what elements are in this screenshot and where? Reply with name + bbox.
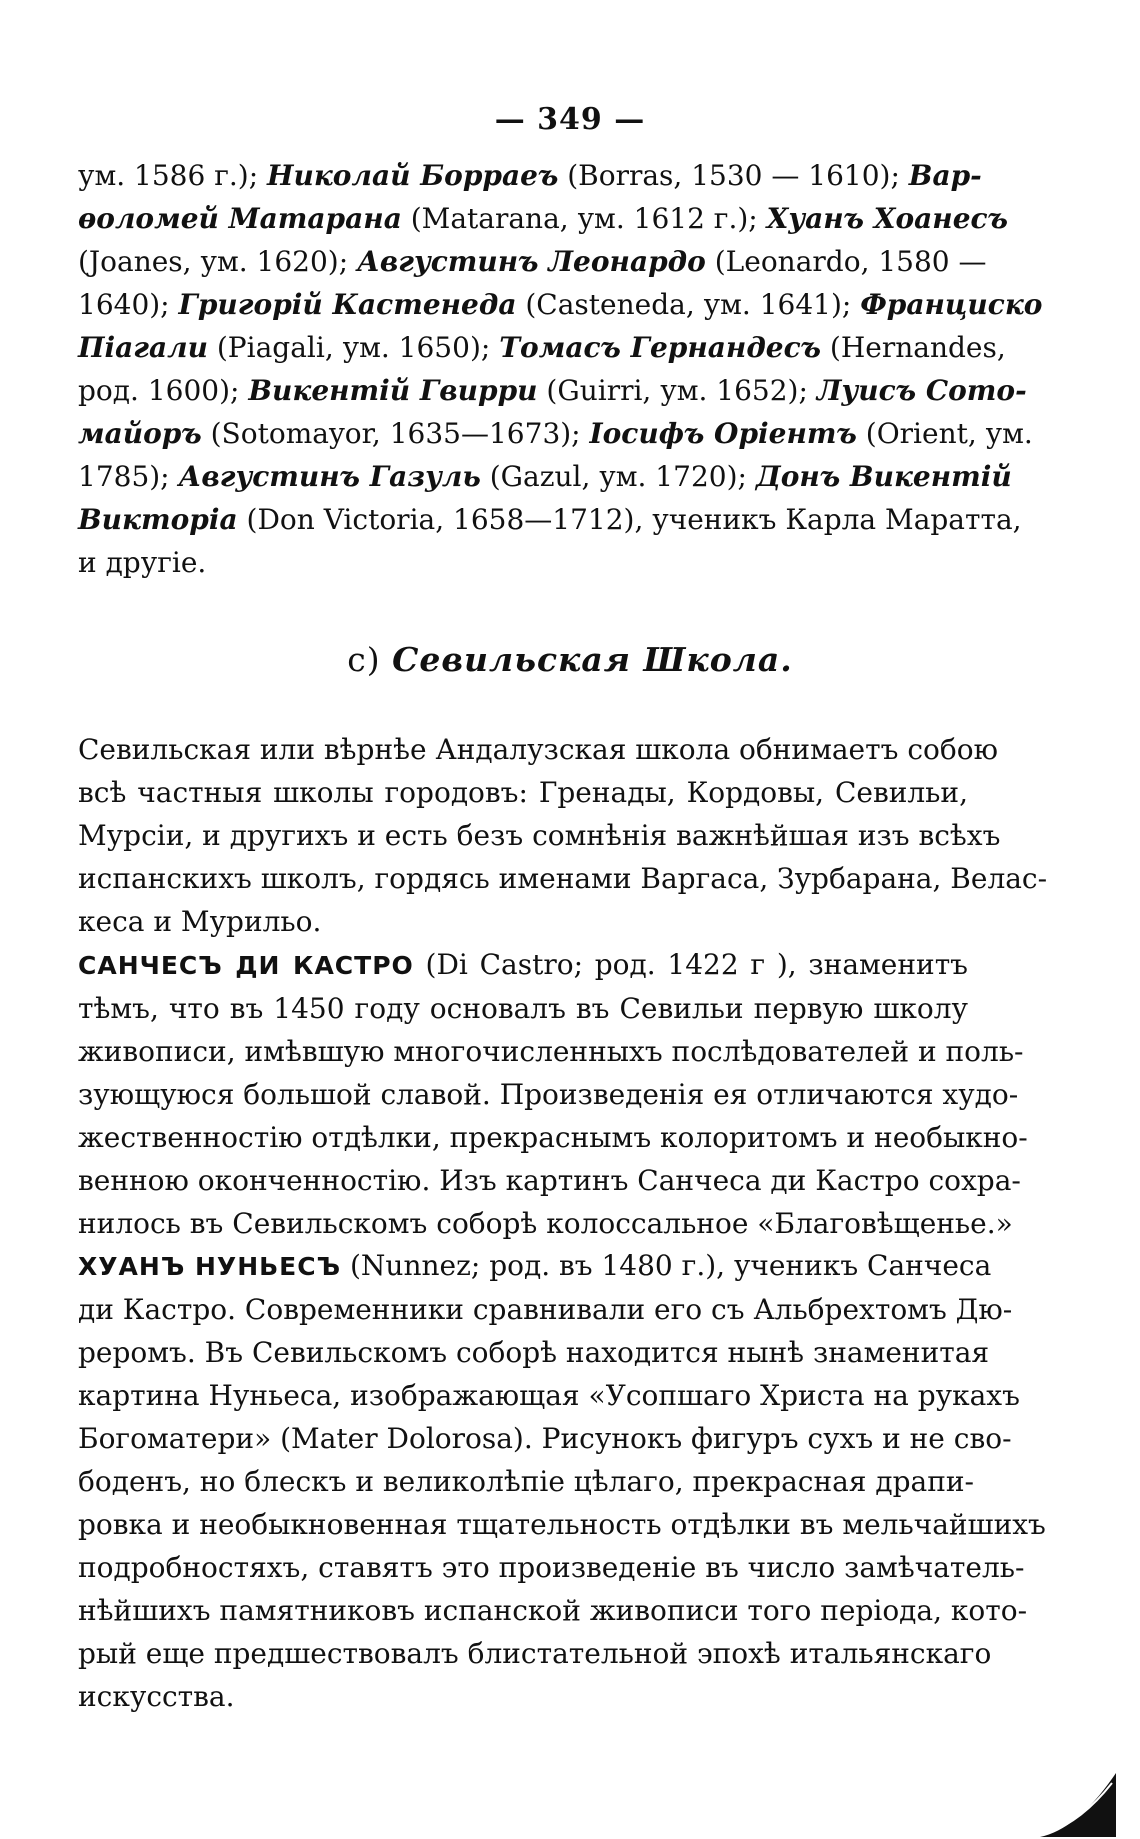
painter-name: Томасъ Гернандесъ	[499, 331, 822, 364]
text-line: испанскихъ школъ, гордясь именами Варгаса, Зурбарана, Велас-	[78, 862, 1048, 895]
painter-name: Августинъ Леонардо	[357, 245, 706, 278]
text-line: род. 1600); Викентій Гвирри (Guirri, ум. 1652); Луисъ Сото-	[78, 374, 1027, 407]
painter-name: Вар-	[908, 159, 982, 192]
painter-name: Франциско	[860, 288, 1043, 321]
text-line: 1785); Августинъ Газуль (Gazul, ум. 1720); Донъ Викентій	[78, 460, 1012, 493]
text-line: Севильская или вѣрнѣе Андалузская школа обнимаетъ собою	[78, 733, 998, 766]
section-letter: c)	[347, 640, 381, 679]
painter-name: Піагали	[78, 331, 208, 364]
text-line: Викторіа (Don Victoria, 1658—1712), ученикъ Карла Маратта,	[78, 503, 1022, 536]
text-line: ди Кастро. Современники сравнивали его съ Альбрехтомъ Дю-	[78, 1293, 1013, 1326]
text-line: ровка и необыкновенная тщательность отдѣлки въ мельчайшихъ	[78, 1508, 1046, 1541]
text-line: нѣйшихъ памятниковъ испанской живописи того періода, кото-	[78, 1594, 1028, 1627]
text-line: венною оконченностію. Изъ картинъ Санчеса ди Кастро сохра-	[78, 1164, 1021, 1197]
painter-name: Григорій Кастенеда	[178, 288, 517, 321]
text-line: 1640); Григорій Кастенеда (Casteneda, ум. 1641); Франциско	[78, 288, 1043, 321]
section-heading	[0, 640, 1140, 679]
page-number: — 349 —	[494, 102, 646, 137]
text-line: реромъ. Въ Севильскомъ соборѣ находится нынѣ знаменитая	[78, 1336, 990, 1369]
painter-name: майоръ	[78, 417, 202, 450]
text-line: САНЧЕСЪ ДИ КАСТРО (Di Castro; род. 1422 г ), знаменитъ	[78, 948, 968, 981]
text-line: зующуюся большой славой. Произведенія ея отличаются худо-	[78, 1078, 1019, 1111]
text-line: тѣмъ, что въ 1450 году основалъ въ Севильи первую школу	[78, 992, 968, 1025]
text-line: ѳоломей Матарана (Matarana, ум. 1612 г.); Хуанъ Хоанесъ	[78, 202, 1008, 235]
school-intro-paragraph	[78, 728, 1048, 943]
painter-name: Іосифъ Оріентъ	[589, 417, 857, 450]
text-line: Піагали (Piagali, ум. 1650); Томасъ Гернандесъ (Hernandes,	[78, 331, 1006, 364]
text-line: кеса и Мурильо.	[78, 905, 322, 938]
section-title: Севильская Школа.	[392, 640, 793, 679]
painter-name-caps: ХУАНЪ НУНЬЕСЪ	[78, 1252, 342, 1281]
text-line: (Joanes, ум. 1620); Августинъ Леонардо (Leonardo, 1580 —	[78, 245, 987, 278]
text-line: и другіе.	[78, 546, 207, 579]
painter-name: Викентій Гвирри	[248, 374, 538, 407]
text-line: нилось въ Севильскомъ соборѣ колоссальное «Благовѣщенье.»	[78, 1207, 1013, 1240]
painters-list-paragraph	[78, 154, 1043, 584]
painter-name: Луисъ Сото-	[816, 374, 1027, 407]
text-line: картина Нуньеса, изображающая «Усопшаго Христа на рукахъ	[78, 1379, 1020, 1412]
text-line: Богоматери» (Mater Dolorosa). Рисунокъ фигуръ сухъ и не сво-	[78, 1422, 1012, 1455]
sanchez-paragraph	[78, 943, 1028, 1245]
text-line: всѣ частныя школы городовъ: Гренады, Кордовы, Севильи,	[78, 776, 968, 809]
text-line: боденъ, но блескъ и великолѣпіе цѣлаго, прекрасная драпи-	[78, 1465, 975, 1498]
text-line: майоръ (Sotomayor, 1635—1673); Іосифъ Оріентъ (Orient, ум.	[78, 417, 1033, 450]
page-curl-icon	[1038, 1769, 1118, 1839]
painter-name: ѳоломей Матарана	[78, 202, 402, 235]
painter-name: Августинъ Газуль	[178, 460, 481, 493]
painter-name: Николай Борраеъ	[267, 159, 559, 192]
painter-name-caps: САНЧЕСЪ ДИ КАСТРО	[78, 951, 414, 980]
painter-name: Викторіа	[78, 503, 238, 536]
text-line: подробностяхъ, ставятъ это произведеніе въ число замѣчатель-	[78, 1551, 1025, 1584]
nunez-paragraph	[78, 1244, 1046, 1718]
text-line: Мурсіи, и другихъ и есть безъ сомнѣнія важнѣйшая изъ всѣхъ	[78, 819, 1001, 852]
text-line: искусства.	[78, 1680, 235, 1713]
painter-name: Хуанъ Хоанесъ	[766, 202, 1008, 235]
text-line: живописи, имѣвшую многочисленныхъ послѣдователей и поль-	[78, 1035, 1024, 1068]
text-line: жественностію отдѣлки, прекраснымъ колоритомъ и необыкно-	[78, 1121, 1028, 1154]
painter-name: Донъ Викентій	[755, 460, 1012, 493]
text-line: ХУАНЪ НУНЬЕСЪ (Nunnez; род. въ 1480 г.), ученикъ Санчеса	[78, 1249, 992, 1282]
text-line: рый еще предшествовалъ блистательной эпохѣ итальянскаго	[78, 1637, 992, 1670]
text-line: ум. 1586 г.); Николай Борраеъ (Borras, 1530 — 1610); Вар-	[78, 159, 982, 192]
